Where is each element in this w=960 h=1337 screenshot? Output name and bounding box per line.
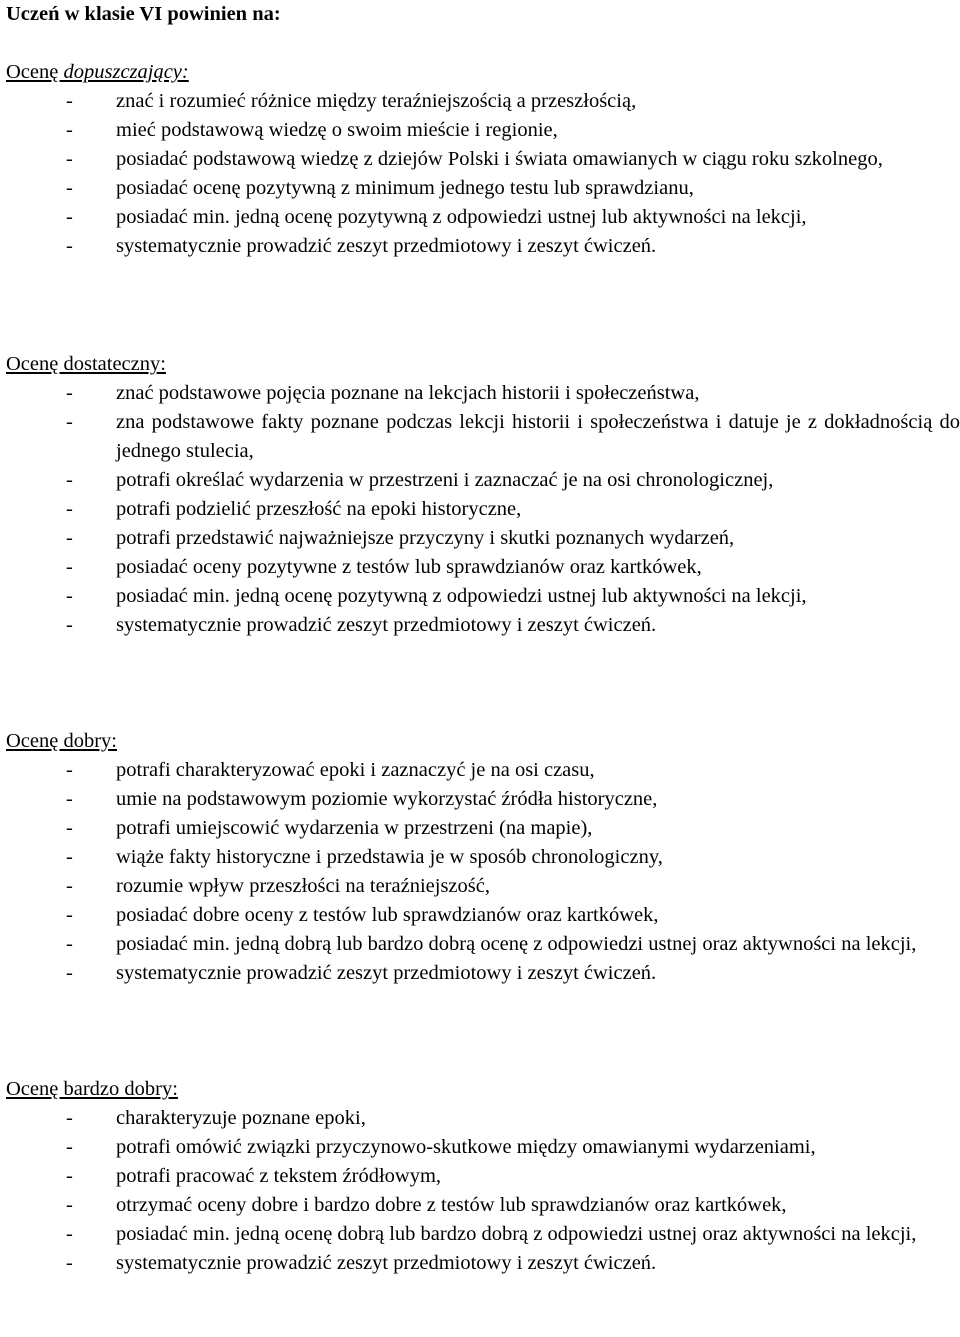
list-item <box>6 930 960 959</box>
list-item <box>6 203 960 232</box>
list-item-text: zna podstawowe fakty poznane podczas lekcji historii i społeczeństwa i datuje je z dokładnością do jednego stulecia, <box>116 411 960 462</box>
list-dash: - <box>66 1107 73 1129</box>
section-bardzo-dobry <box>6 1075 960 1278</box>
list-item <box>6 87 960 116</box>
list-item-text: posiadać min. jedną dobrą lub bardzo dobrą ocenę z odpowiedzi ustnej oraz aktywności na lekcji, <box>116 933 917 955</box>
list-dash: - <box>66 235 73 257</box>
list-item <box>6 553 960 582</box>
section-dopuszczajacy <box>6 58 960 261</box>
section-heading <box>6 58 960 87</box>
section-heading: Ocenę dostateczny: <box>6 353 166 375</box>
list-item <box>6 1191 960 1220</box>
heading-prefix: Ocenę <box>6 61 64 83</box>
list-dash: - <box>66 817 73 839</box>
list-item-text: posiadać dobre oceny z testów lub sprawdzianów oraz kartkówek, <box>116 904 659 926</box>
list-item-text: potrafi przedstawić najważniejsze przyczyny i skutki poznanych wydarzeń, <box>116 527 735 549</box>
list-item-text: posiadać min. jedną ocenę pozytywną z odpowiedzi ustnej lub aktywności na lekcji, <box>116 206 807 228</box>
list-item-text: znać podstawowe pojęcia poznane na lekcjach historii i społeczeństwa, <box>116 382 700 404</box>
list-dash: - <box>66 148 73 170</box>
list-item-text: systematycznie prowadzić zeszyt przedmiotowy i zeszyt ćwiczeń. <box>116 614 657 636</box>
list-item-text: posiadać podstawową wiedzę z dziejów Polski i świata omawianych w ciągu roku szkolnego, <box>116 148 883 170</box>
list-dash: - <box>66 962 73 984</box>
list-dash: - <box>66 90 73 112</box>
list-item <box>6 756 960 785</box>
section-heading: Ocenę dobry: <box>6 730 117 752</box>
list-item-text: posiadać min. jedną ocenę pozytywną z odpowiedzi ustnej lub aktywności na lekcji, <box>116 585 807 607</box>
list-item <box>6 872 960 901</box>
list-item <box>6 1162 960 1191</box>
list-item-text: znać i rozumieć różnice między teraźniejszością a przeszłością, <box>116 90 637 112</box>
list-dash: - <box>66 1194 73 1216</box>
list-dash: - <box>66 1136 73 1158</box>
list-item-text: potrafi omówić związki przyczynowo-skutkowe między omawianymi wydarzeniami, <box>116 1136 816 1158</box>
list-item-text: systematycznie prowadzić zeszyt przedmiotowy i zeszyt ćwiczeń. <box>116 1252 657 1274</box>
list-item <box>6 582 960 611</box>
list-item-text: wiąże fakty historyczne i przedstawia je w sposób chronologiczny, <box>116 846 663 868</box>
list-item <box>6 814 960 843</box>
list-item <box>6 116 960 145</box>
list-item <box>6 611 960 640</box>
document-title: Uczeń w klasie VI powinien na: <box>6 3 281 25</box>
list-dash: - <box>66 933 73 955</box>
list-item <box>6 495 960 524</box>
list-dash: - <box>66 177 73 199</box>
list-item <box>6 959 960 988</box>
list-item-text: potrafi charakteryzować epoki i zaznaczyć je na osi czasu, <box>116 759 595 781</box>
list-dash: - <box>66 469 73 491</box>
list-item <box>6 174 960 203</box>
list-dash: - <box>66 759 73 781</box>
list-dash: - <box>66 904 73 926</box>
list-dash: - <box>66 846 73 868</box>
list-item-text: potrafi umiejscowić wydarzenia w przestrzeni (na mapie), <box>116 817 593 839</box>
list-dash: - <box>66 1165 73 1187</box>
list-item <box>6 1104 960 1133</box>
list-dash: - <box>66 206 73 228</box>
list-item <box>6 1133 960 1162</box>
list-item <box>6 785 960 814</box>
list-dash: - <box>66 585 73 607</box>
list-item-text: otrzymać oceny dobre i bardzo dobre z testów lub sprawdzianów oraz kartkówek, <box>116 1194 787 1216</box>
list-item-text: potrafi określać wydarzenia w przestrzeni i zaznaczać je na osi chronologicznej, <box>116 469 774 491</box>
list-item <box>6 145 960 174</box>
list-item-text: potrafi pracować z tekstem źródłowym, <box>116 1165 442 1187</box>
list-item-text: systematycznie prowadzić zeszyt przedmiotowy i zeszyt ćwiczeń. <box>116 235 657 257</box>
list-item-text: mieć podstawową wiedzę o swoim mieście i regionie, <box>116 119 558 141</box>
list-item <box>6 1249 960 1278</box>
list-item <box>6 466 960 495</box>
list-item <box>6 232 960 261</box>
list-item-text: posiadać min. jedną ocenę dobrą lub bardzo dobrą z odpowiedzi ustnej oraz aktywności na lekcji, <box>116 1223 917 1245</box>
list-dash: - <box>66 614 73 636</box>
list-dash: - <box>66 382 73 404</box>
list-item-text: potrafi podzielić przeszłość na epoki historyczne, <box>116 498 522 520</box>
list-dash: - <box>66 875 73 897</box>
list-dash: - <box>66 527 73 549</box>
list-dash: - <box>66 119 73 141</box>
list-item <box>6 901 960 930</box>
list-item <box>6 1220 960 1249</box>
list-item-text: umie na podstawowym poziomie wykorzystać źródła historyczne, <box>116 788 658 810</box>
heading-grade: dopuszczający: <box>63 61 189 83</box>
list-dash: - <box>66 788 73 810</box>
list-item <box>6 843 960 872</box>
list-item-text: rozumie wpływ przeszłości na teraźniejszość, <box>116 875 490 897</box>
list-item <box>6 408 960 466</box>
list-dash: - <box>66 1252 73 1274</box>
list-item-text: charakteryzuje poznane epoki, <box>116 1107 366 1129</box>
list-item-text: posiadać ocenę pozytywną z minimum jednego testu lub sprawdzianu, <box>116 177 694 199</box>
list-dash: - <box>66 1223 73 1245</box>
list-item-text: posiadać oceny pozytywne z testów lub sprawdzianów oraz kartkówek, <box>116 556 702 578</box>
section-heading: Ocenę bardzo dobry: <box>6 1078 178 1100</box>
list-item <box>6 524 960 553</box>
list-item <box>6 379 960 408</box>
section-dobry <box>6 727 960 988</box>
list-dash: - <box>66 498 73 520</box>
list-dash: - <box>66 411 73 433</box>
section-dostateczny <box>6 350 960 640</box>
list-dash: - <box>66 556 73 578</box>
list-item-text: systematycznie prowadzić zeszyt przedmiotowy i zeszyt ćwiczeń. <box>116 962 657 984</box>
